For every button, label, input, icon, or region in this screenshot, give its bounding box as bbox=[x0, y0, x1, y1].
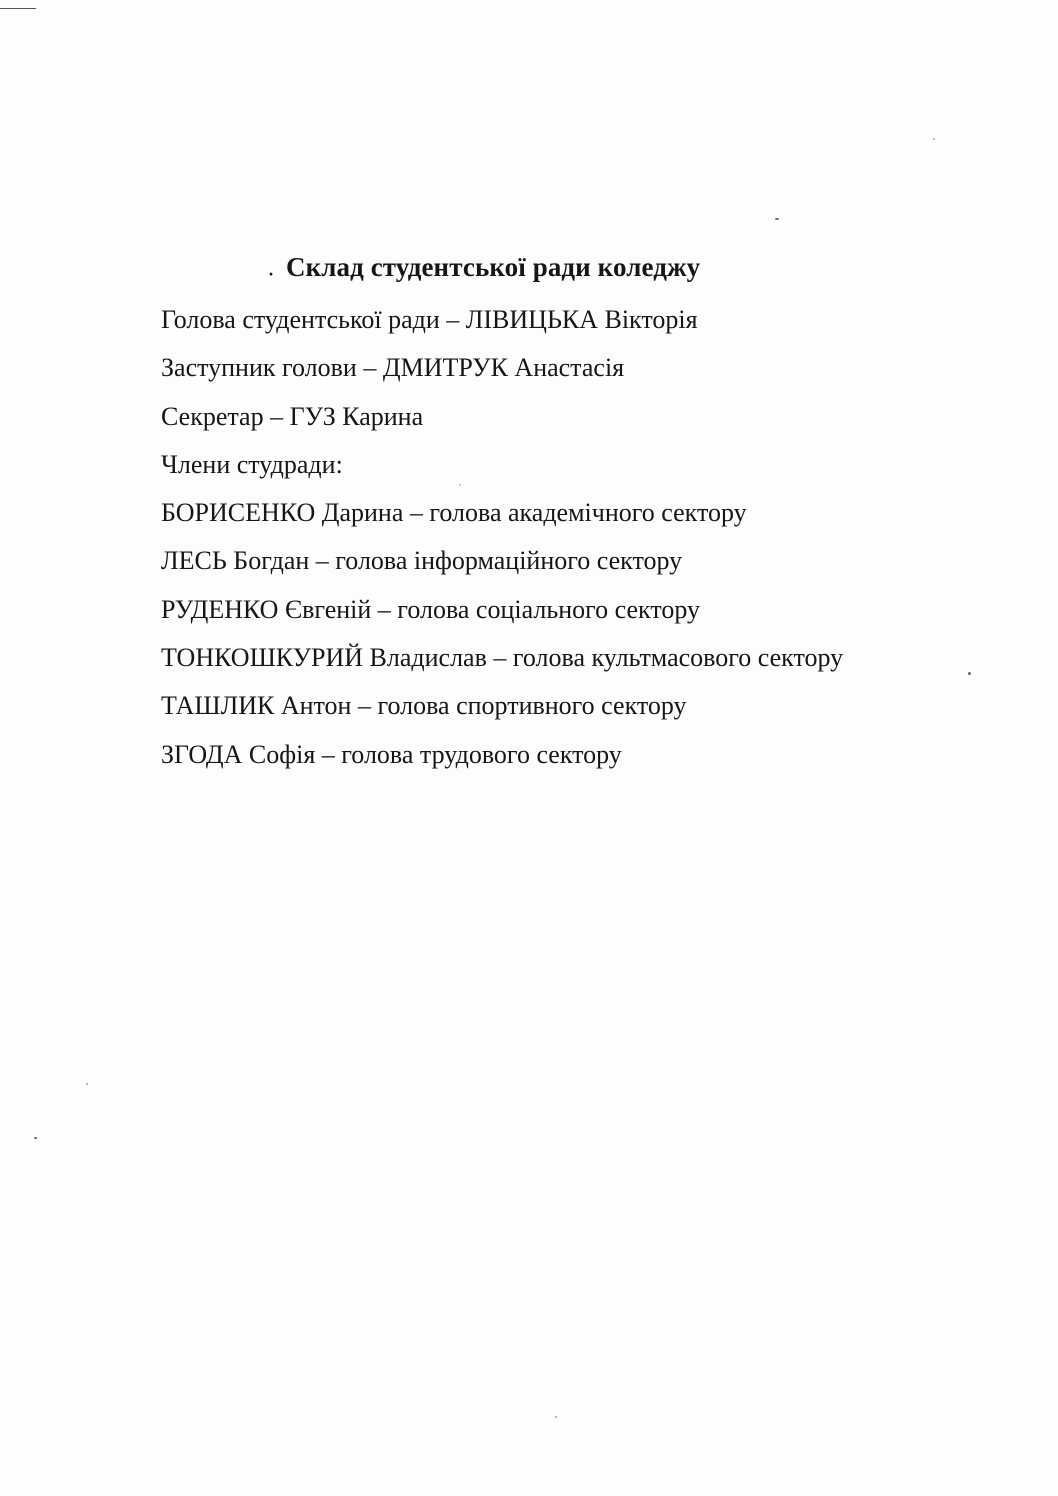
scan-speck bbox=[459, 484, 461, 486]
document-title: Склад студентської ради коледжу bbox=[286, 252, 701, 282]
council-list bbox=[161, 302, 843, 785]
scan-corner-mark bbox=[0, 8, 36, 9]
line-chair: Голова студентської ради – ЛІВИЦЬКА Вікторія bbox=[161, 305, 698, 334]
line-member: ТОНКОШКУРИЙ Владислав – голова культмасового сектору bbox=[161, 643, 844, 673]
line-member: ТАШЛИК Антон – голова спортивного сектору bbox=[161, 691, 687, 721]
title-marker: · bbox=[268, 264, 275, 284]
scan-speck bbox=[34, 1137, 37, 1139]
scan-speck bbox=[933, 138, 935, 140]
scan-speck bbox=[775, 218, 779, 220]
line-member: ЗГОДА Софія – голова трудового сектору bbox=[161, 739, 622, 769]
scan-speck bbox=[555, 1416, 557, 1418]
line-members-heading: Члени студради: bbox=[161, 449, 343, 479]
scan-speck bbox=[968, 672, 971, 675]
line-secretary: Секретар – ГУЗ Карина bbox=[161, 401, 424, 431]
line-member: РУДЕНКО Євгеній – голова соціального сектору bbox=[161, 594, 701, 624]
line-member: БОРИСЕНКО Дарина – голова академічного сектору bbox=[161, 498, 747, 528]
scan-speck bbox=[86, 1083, 88, 1085]
line-member: ЛЕСЬ Богдан – голова інформаційного сектору bbox=[161, 546, 683, 576]
line-deputy: Заступник голови – ДМИТРУК Анастасія bbox=[161, 353, 625, 383]
